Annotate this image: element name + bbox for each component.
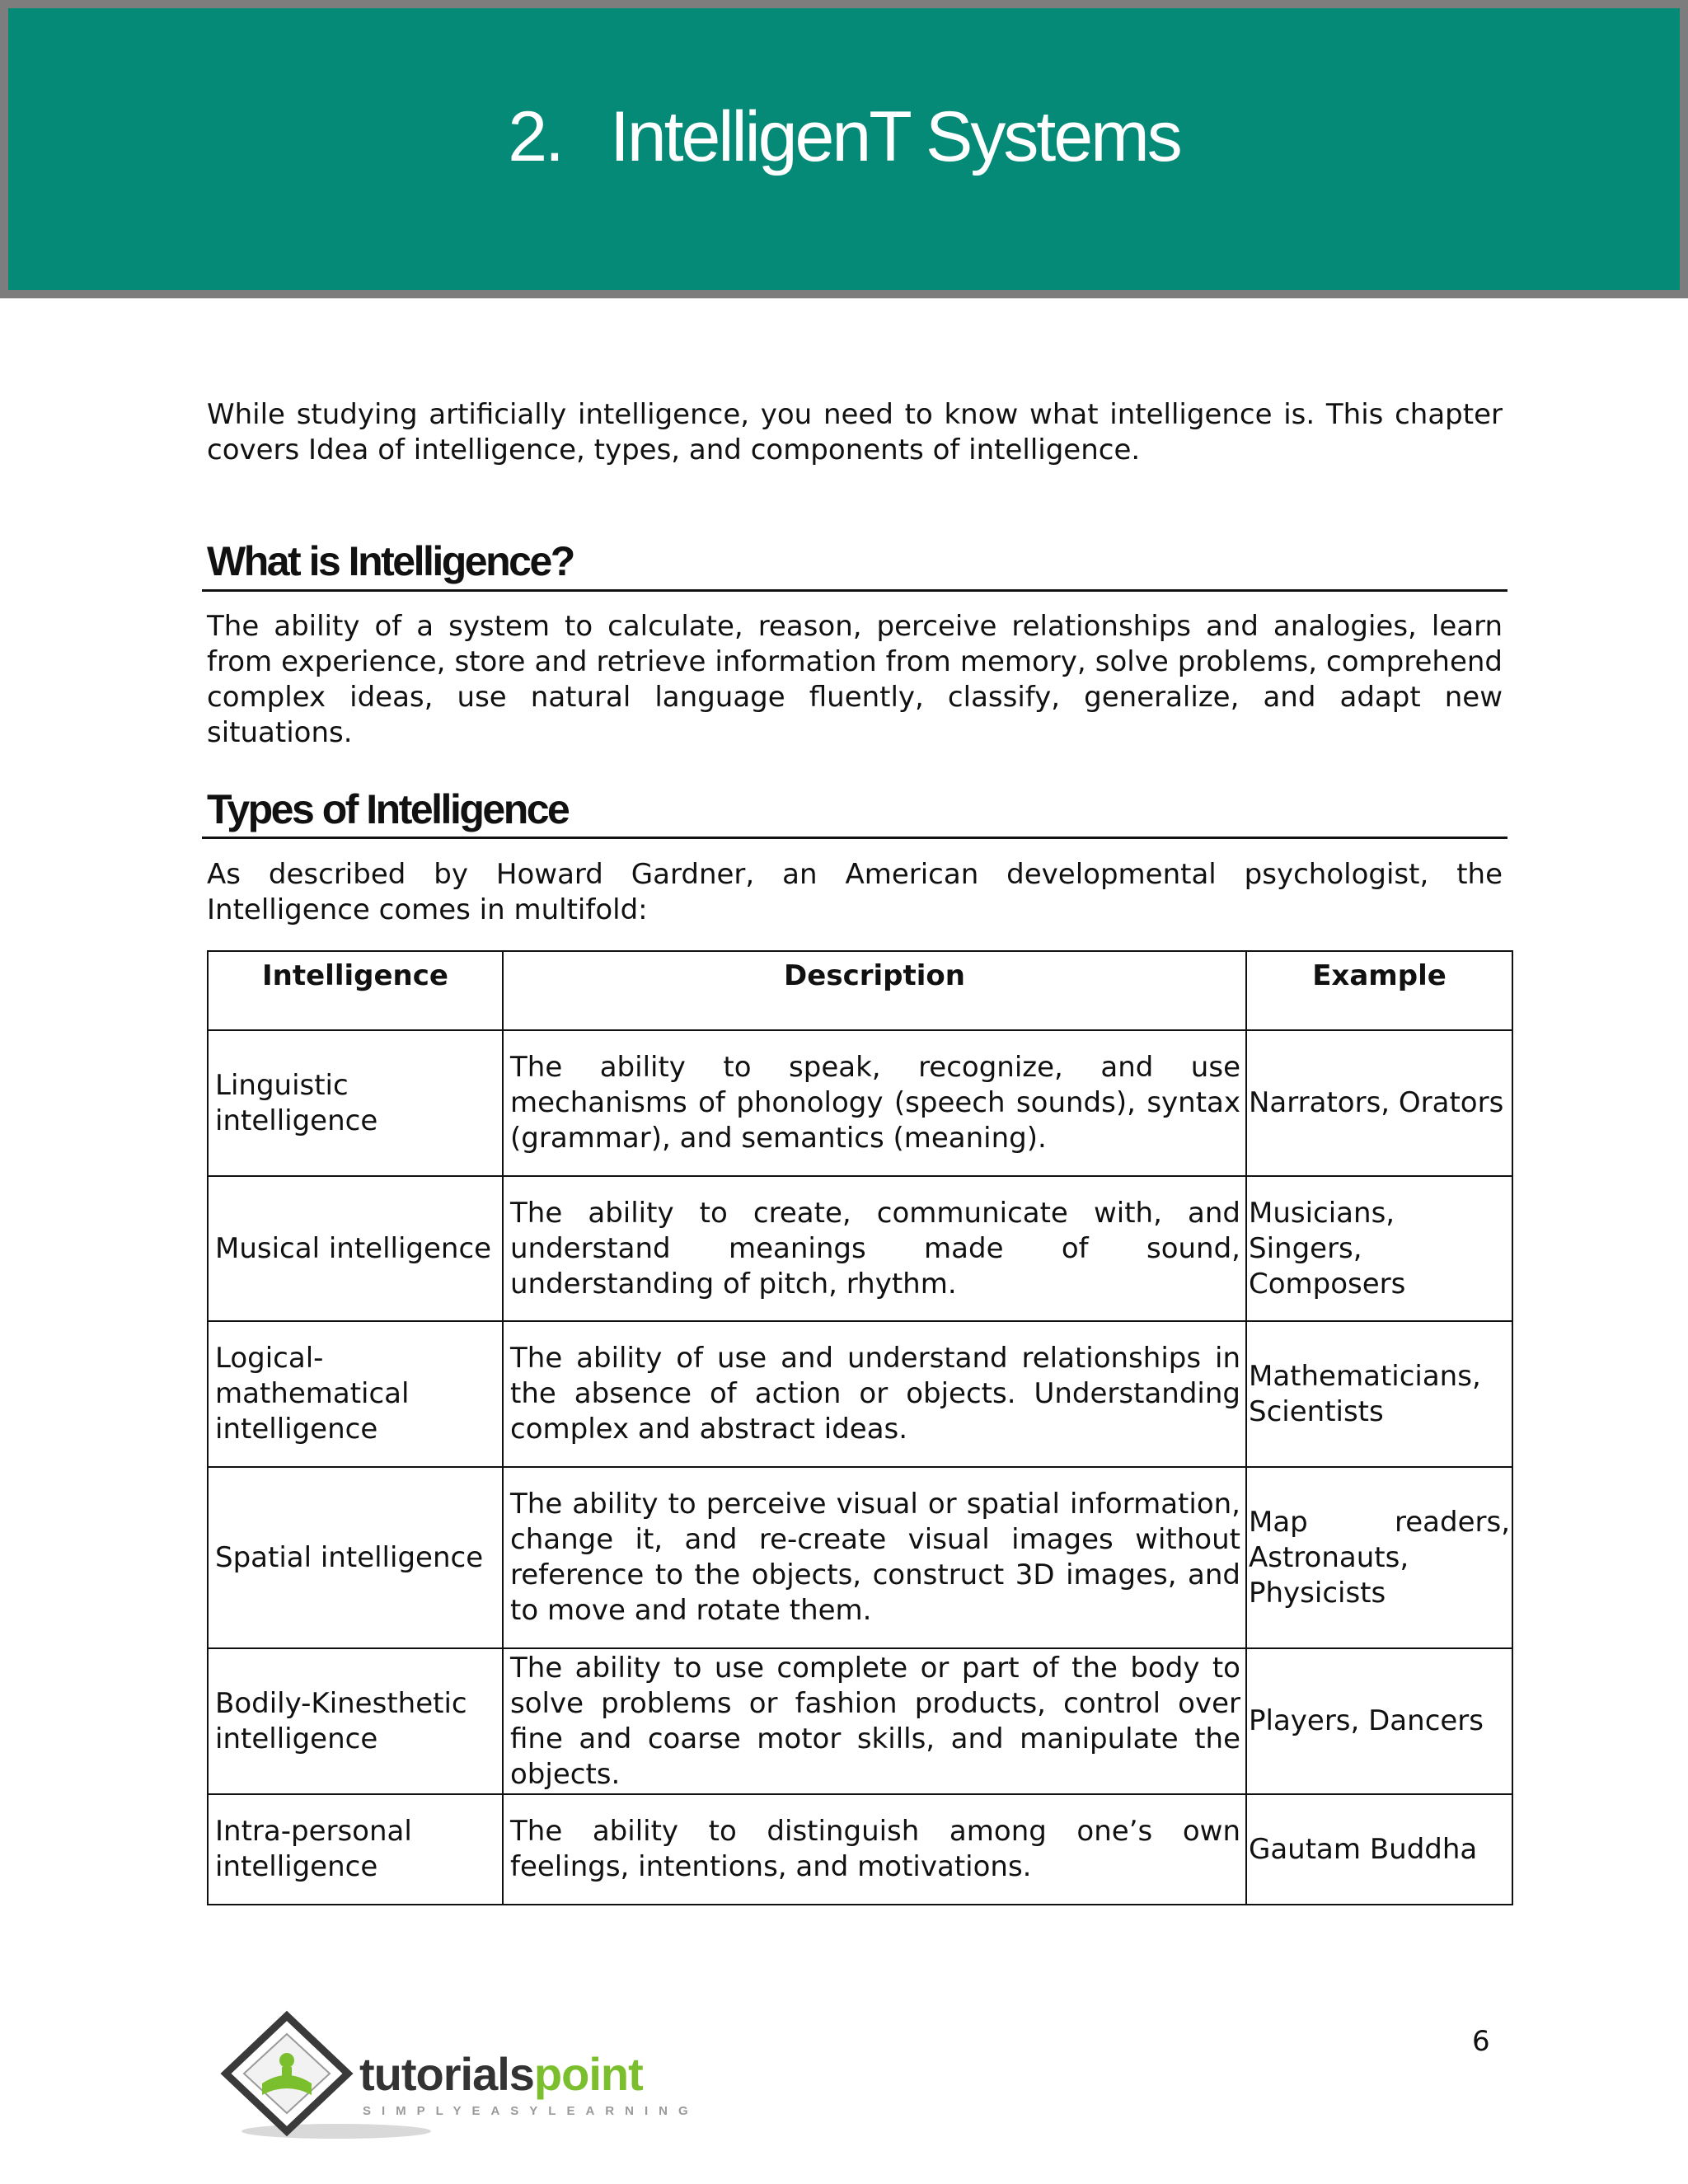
logo-figure-head — [279, 2053, 294, 2068]
example-cell: Players, Dancers — [1246, 1648, 1512, 1794]
intelligence-cell: Linguistic intelligence — [208, 1030, 503, 1176]
intelligence-cell: Bodily-Kinesthetic intelligence — [208, 1648, 503, 1794]
table-row — [208, 1794, 1512, 1905]
types-intro-paragraph: As described by Howard Gardner, an American developmental psychologist, the Intelligence comes in multifold: — [207, 858, 1503, 926]
example-cell: Gautam Buddha — [1246, 1794, 1512, 1905]
chapter-number: 2. — [508, 96, 562, 176]
table-row — [208, 1467, 1512, 1648]
section-heading-types-of-intelligence: Types of Intelligence — [207, 786, 569, 832]
chapter-title-text: IntelligenT Systems — [609, 96, 1180, 176]
logo-figure-body — [282, 2067, 292, 2082]
table-row — [208, 1176, 1512, 1321]
page-number: 6 — [1472, 2025, 1490, 2058]
logo-wordmark-text: tutorials — [359, 2048, 534, 2100]
intelligence-cell: Musical intelligence — [208, 1176, 503, 1321]
logo-wordmark-accent: point — [533, 2048, 643, 2100]
definition-paragraph: The ability of a system to calculate, reason, perceive relationships and analogies, learn from experience, store and retrieve information from memory, solve problems, comprehend complex ideas, use natural language fluently, classify, generalize, and adapt new situations. — [207, 610, 1503, 749]
description-cell: The ability to perceive visual or spatial information, change it, and re-create visual images without reference to the objects, construct 3D images, and to move and rotate them. — [503, 1467, 1246, 1648]
description-cell: The ability to distinguish among one’s own feelings, intentions, and motivations. — [503, 1794, 1246, 1905]
example-cell: Mathematicians, Scientists — [1246, 1321, 1512, 1467]
table-row — [208, 1648, 1512, 1794]
example-cell: Map readers, Astronauts, Physicists — [1246, 1467, 1512, 1648]
column-header-example: Example — [1246, 951, 1512, 1030]
table-row — [208, 1321, 1512, 1467]
chapter-title — [508, 96, 1180, 178]
column-header-intelligence: Intelligence — [208, 951, 503, 1030]
heading-rule — [202, 837, 1507, 839]
example-cell: Narrators, Orators — [1246, 1030, 1512, 1176]
logo-shadow — [241, 2124, 431, 2139]
intelligence-cell: Intra-personal intelligence — [208, 1794, 503, 1905]
description-cell: The ability to use complete or part of the body to solve problems or fashion products, control over fine and coarse motor skills, and manipulate the objects. — [503, 1648, 1246, 1794]
intelligence-cell: Logical-mathematical intelligence — [208, 1321, 503, 1467]
table-header-row — [208, 951, 1512, 1030]
section-heading-what-is-intelligence: What is Intelligence? — [207, 538, 574, 584]
logo-tagline: SIMPLYEASYLEARNING — [363, 2104, 699, 2118]
intelligence-cell: Spatial intelligence — [208, 1467, 503, 1648]
table-row — [208, 1030, 1512, 1176]
column-header-description: Description — [503, 951, 1246, 1030]
logo-wordmark — [359, 2048, 643, 2100]
intro-paragraph: While studying artificially intelligence, you need to know what intelligence is. This chapter covers Idea of intelligence, types, and components of intelligence. — [207, 398, 1503, 466]
description-cell: The ability to speak, recognize, and use mechanisms of phonology (speech sounds), syntax (grammar), and semantics (meaning). — [503, 1030, 1246, 1176]
description-cell: The ability of use and understand relationships in the absence of action or objects. Understanding complex and abstract ideas. — [503, 1321, 1246, 1467]
heading-rule — [202, 589, 1507, 592]
intelligence-types-table — [207, 950, 1513, 1905]
tutorialspoint-logo — [213, 2009, 740, 2141]
description-cell: The ability to create, communicate with, and understand meanings made of sound, understanding of pitch, rhythm. — [503, 1176, 1246, 1321]
chapter-banner — [0, 0, 1688, 298]
example-cell: Musicians, Singers, Composers — [1246, 1176, 1512, 1321]
